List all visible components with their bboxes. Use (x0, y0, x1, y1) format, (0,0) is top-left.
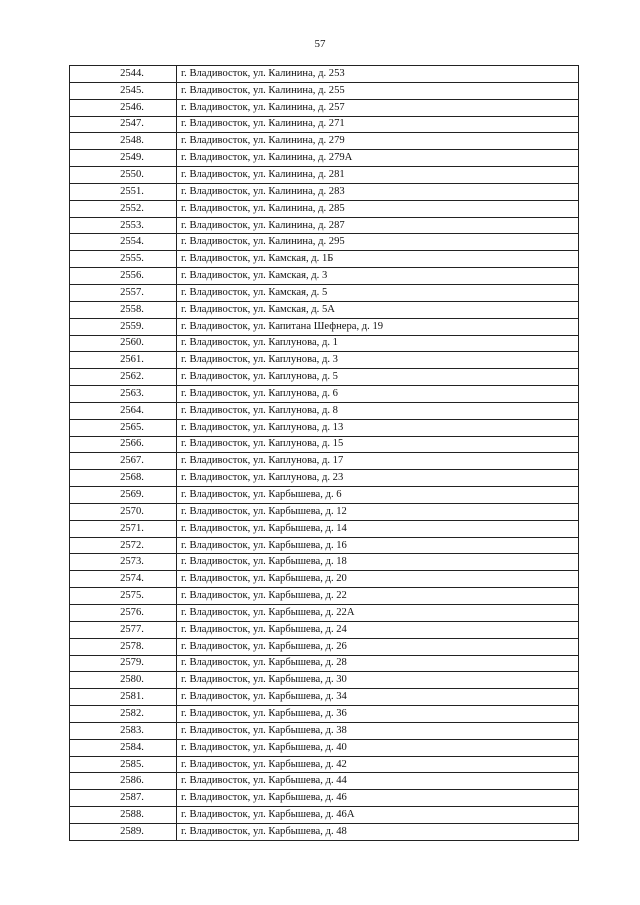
row-number: 2568. (70, 470, 177, 487)
row-address: г. Владивосток, ул. Каплунова, д. 3 (177, 352, 579, 369)
table-row (70, 183, 579, 200)
row-address: г. Владивосток, ул. Карбышева, д. 26 (177, 638, 579, 655)
row-number: 2571. (70, 520, 177, 537)
row-number: 2563. (70, 386, 177, 403)
row-number: 2547. (70, 116, 177, 133)
table-row (70, 807, 579, 824)
row-address: г. Владивосток, ул. Карбышева, д. 20 (177, 571, 579, 588)
row-address: г. Владивосток, ул. Капитана Шефнера, д. 19 (177, 318, 579, 335)
row-number: 2566. (70, 436, 177, 453)
row-number: 2589. (70, 823, 177, 840)
row-number: 2573. (70, 554, 177, 571)
row-address: г. Владивосток, ул. Калинина, д. 257 (177, 99, 579, 116)
table-row (70, 419, 579, 436)
table-row (70, 756, 579, 773)
row-address: г. Владивосток, ул. Карбышева, д. 40 (177, 739, 579, 756)
table-row (70, 588, 579, 605)
table-row (70, 150, 579, 167)
row-address: г. Владивосток, ул. Карбышева, д. 48 (177, 823, 579, 840)
row-number: 2578. (70, 638, 177, 655)
table-row (70, 133, 579, 150)
row-address: г. Владивосток, ул. Карбышева, д. 22А (177, 605, 579, 622)
table-row (70, 99, 579, 116)
row-address: г. Владивосток, ул. Карбышева, д. 34 (177, 689, 579, 706)
row-address: г. Владивосток, ул. Камская, д. 5 (177, 284, 579, 301)
table-row (70, 284, 579, 301)
row-address: г. Владивосток, ул. Каплунова, д. 17 (177, 453, 579, 470)
row-address: г. Владивосток, ул. Карбышева, д. 38 (177, 722, 579, 739)
row-number: 2587. (70, 790, 177, 807)
row-number: 2545. (70, 82, 177, 99)
table-row (70, 823, 579, 840)
row-address: г. Владивосток, ул. Калинина, д. 279А (177, 150, 579, 167)
table-row (70, 453, 579, 470)
row-number: 2565. (70, 419, 177, 436)
row-number: 2580. (70, 672, 177, 689)
table-row (70, 301, 579, 318)
row-address: г. Владивосток, ул. Калинина, д. 287 (177, 217, 579, 234)
row-address: г. Владивосток, ул. Карбышева, д. 46А (177, 807, 579, 824)
row-address: г. Владивосток, ул. Каплунова, д. 23 (177, 470, 579, 487)
row-address: г. Владивосток, ул. Карбышева, д. 14 (177, 520, 579, 537)
row-address: г. Владивосток, ул. Карбышева, д. 46 (177, 790, 579, 807)
row-number: 2551. (70, 183, 177, 200)
row-number: 2552. (70, 200, 177, 217)
row-number: 2582. (70, 706, 177, 723)
row-number: 2548. (70, 133, 177, 150)
table-row (70, 554, 579, 571)
row-address: г. Владивосток, ул. Калинина, д. 283 (177, 183, 579, 200)
table-row (70, 167, 579, 184)
row-number: 2560. (70, 335, 177, 352)
address-table (69, 65, 579, 841)
row-address: г. Владивосток, ул. Калинина, д. 253 (177, 66, 579, 83)
row-address: г. Владивосток, ул. Карбышева, д. 18 (177, 554, 579, 571)
table-row (70, 318, 579, 335)
row-number: 2574. (70, 571, 177, 588)
row-number: 2558. (70, 301, 177, 318)
row-address: г. Владивосток, ул. Каплунова, д. 6 (177, 386, 579, 403)
row-number: 2585. (70, 756, 177, 773)
row-address: г. Владивосток, ул. Карбышева, д. 36 (177, 706, 579, 723)
row-address: г. Владивосток, ул. Калинина, д. 295 (177, 234, 579, 251)
row-address: г. Владивосток, ул. Калинина, д. 285 (177, 200, 579, 217)
row-address: г. Владивосток, ул. Калинина, д. 255 (177, 82, 579, 99)
table-row (70, 739, 579, 756)
row-number: 2583. (70, 722, 177, 739)
row-number: 2550. (70, 167, 177, 184)
table-row (70, 638, 579, 655)
row-address: г. Владивосток, ул. Каплунова, д. 13 (177, 419, 579, 436)
table-row (70, 116, 579, 133)
table-row (70, 335, 579, 352)
table-row (70, 268, 579, 285)
table-row (70, 487, 579, 504)
row-number: 2579. (70, 655, 177, 672)
row-number: 2569. (70, 487, 177, 504)
table-row (70, 520, 579, 537)
table-row (70, 66, 579, 83)
row-address: г. Владивосток, ул. Карбышева, д. 42 (177, 756, 579, 773)
row-number: 2570. (70, 503, 177, 520)
row-number: 2546. (70, 99, 177, 116)
table-row (70, 217, 579, 234)
row-number: 2556. (70, 268, 177, 285)
table-row (70, 402, 579, 419)
table-row (70, 234, 579, 251)
table-row (70, 722, 579, 739)
table-row (70, 200, 579, 217)
row-address: г. Владивосток, ул. Каплунова, д. 1 (177, 335, 579, 352)
table-row (70, 369, 579, 386)
row-number: 2564. (70, 402, 177, 419)
row-number: 2562. (70, 369, 177, 386)
row-address: г. Владивосток, ул. Каплунова, д. 5 (177, 369, 579, 386)
row-number: 2557. (70, 284, 177, 301)
row-address: г. Владивосток, ул. Калинина, д. 281 (177, 167, 579, 184)
row-number: 2586. (70, 773, 177, 790)
row-address: г. Владивосток, ул. Карбышева, д. 44 (177, 773, 579, 790)
row-address: г. Владивосток, ул. Калинина, д. 279 (177, 133, 579, 150)
table-row (70, 82, 579, 99)
row-number: 2575. (70, 588, 177, 605)
table-row (70, 251, 579, 268)
table-row (70, 621, 579, 638)
row-address: г. Владивосток, ул. Карбышева, д. 16 (177, 537, 579, 554)
row-number: 2549. (70, 150, 177, 167)
table-row (70, 386, 579, 403)
table-row (70, 706, 579, 723)
table-row (70, 503, 579, 520)
row-number: 2577. (70, 621, 177, 638)
row-number: 2553. (70, 217, 177, 234)
table-row (70, 436, 579, 453)
row-address: г. Владивосток, ул. Карбышева, д. 22 (177, 588, 579, 605)
row-address: г. Владивосток, ул. Карбышева, д. 12 (177, 503, 579, 520)
row-number: 2576. (70, 605, 177, 622)
row-number: 2555. (70, 251, 177, 268)
row-address: г. Владивосток, ул. Камская, д. 5А (177, 301, 579, 318)
row-address: г. Владивосток, ул. Каплунова, д. 15 (177, 436, 579, 453)
row-number: 2554. (70, 234, 177, 251)
table-row (70, 470, 579, 487)
row-address: г. Владивосток, ул. Карбышева, д. 30 (177, 672, 579, 689)
row-number: 2581. (70, 689, 177, 706)
table-row (70, 352, 579, 369)
table-row (70, 689, 579, 706)
table-row (70, 672, 579, 689)
address-table-body (70, 66, 579, 841)
row-address: г. Владивосток, ул. Калинина, д. 271 (177, 116, 579, 133)
row-address: г. Владивосток, ул. Карбышева, д. 6 (177, 487, 579, 504)
row-address: г. Владивосток, ул. Камская, д. 1Б (177, 251, 579, 268)
row-address: г. Владивосток, ул. Каплунова, д. 8 (177, 402, 579, 419)
row-number: 2561. (70, 352, 177, 369)
page-number: 57 (314, 38, 326, 50)
table-row (70, 790, 579, 807)
row-number: 2572. (70, 537, 177, 554)
table-row (70, 605, 579, 622)
row-number: 2544. (70, 66, 177, 83)
row-number: 2559. (70, 318, 177, 335)
table-row (70, 537, 579, 554)
table-row (70, 773, 579, 790)
row-address: г. Владивосток, ул. Камская, д. 3 (177, 268, 579, 285)
row-number: 2584. (70, 739, 177, 756)
table-row (70, 571, 579, 588)
row-number: 2567. (70, 453, 177, 470)
row-number: 2588. (70, 807, 177, 824)
row-address: г. Владивосток, ул. Карбышева, д. 24 (177, 621, 579, 638)
table-row (70, 655, 579, 672)
row-address: г. Владивосток, ул. Карбышева, д. 28 (177, 655, 579, 672)
